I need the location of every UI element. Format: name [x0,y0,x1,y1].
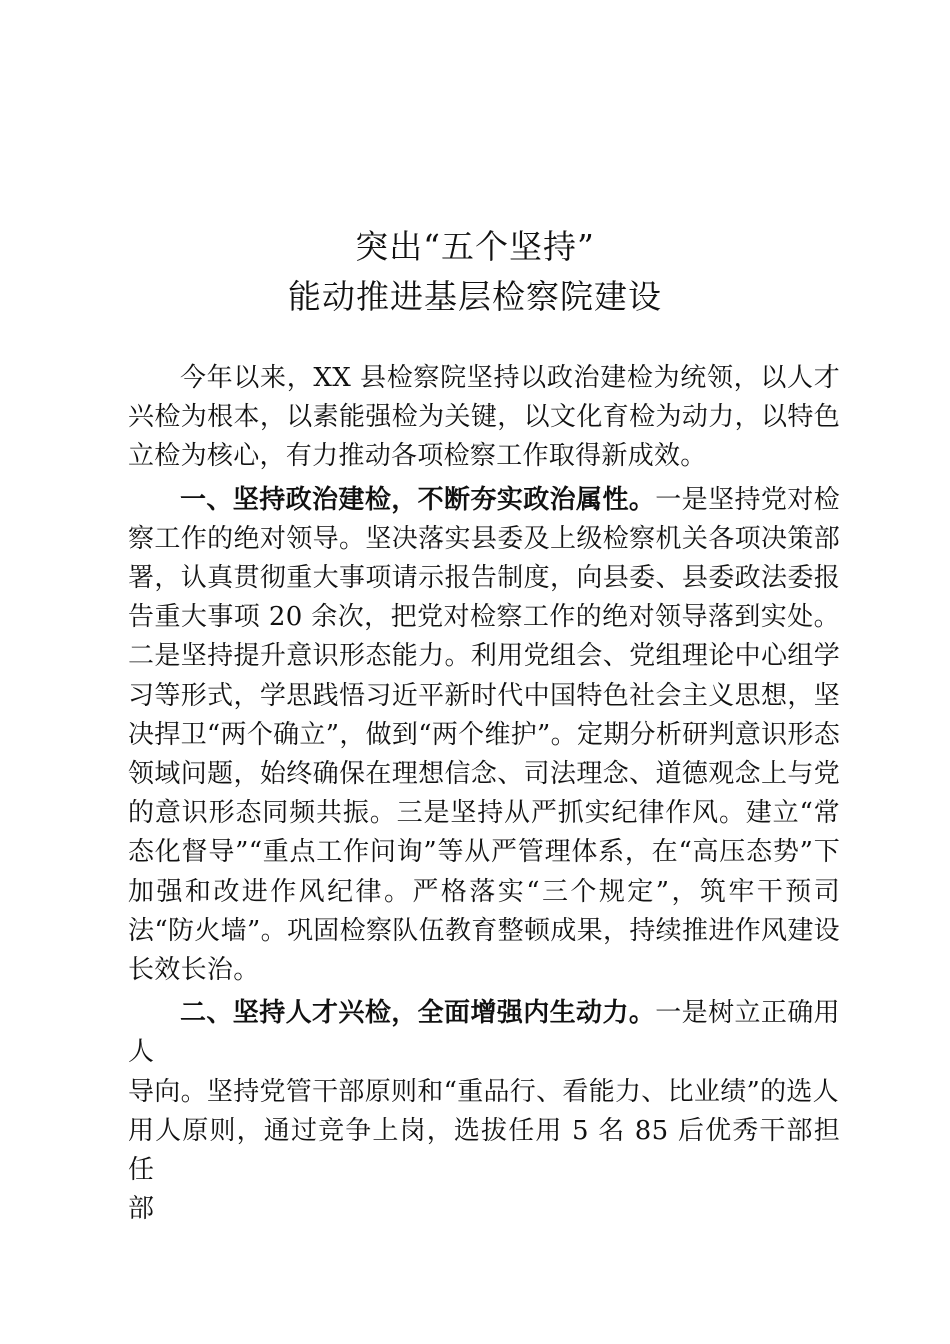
document-body [128,359,840,1229]
section-1-heading: 一、坚持政治建检，不断夯实政治属性。 [180,484,656,515]
intro-paragraph [128,359,840,477]
section-2-heading: 二、坚持人才兴检，全面增强内生动力。 [180,998,656,1029]
section-2-line-4: 部 [128,1194,155,1225]
title-line-2: 能动推进基层检察院建设 [288,277,662,316]
section-2-line-3: 用人原则，通过竞争上岗，选拔任用 5 名 85 后优秀干部担任 [128,1115,840,1186]
section-2-text-first: 一是树立正确用人 [128,998,840,1068]
section-2-paragraph [128,994,840,1229]
title-line-1: 突出“五个坚持” [355,227,595,266]
document-title [0,222,950,322]
section-1-text: 一是坚持党对检察工作的绝对领导。坚决落实县委及上级检察机关各项决策部署，认真贯彻重大事项请示报告制度，向县委、县委政法委报告重大事项 20 余次，把党对检察工作的绝对领导落到实处。二是坚持提升意识形态能力。利用党组会、党组理论中心组学习等形式，学思践悟习近平新时代中国特色社会主义思想，坚决捍卫“两个确立”，做到“两个维护”。定期分析研判意识形态领域问题，始终确保在理想信念、司法理念、道德观念上与党的意识形态同频共振。三是坚持从严抓实纪律作风。建立“常态化督导”“重点工作问询”等从严管理体系，在“高压态势”下加强和改进作风纪律。严格落实“三个规定”，筑牢干预司法“防火墙”。巩固检察队伍教育整顿成果，持续推进作风建设长效长治。 [128,484,840,986]
section-2-line-2: 导向。坚持党管干部原则和“重品行、看能力、比业绩”的选人 [128,1076,839,1107]
section-1-paragraph [128,481,840,991]
intro-text: 今年以来，XX 县检察院坚持以政治建检为统领，以人才兴检为根本，以素能强检为关键，以文化育检为动力，以特色立检为核心，有力推动各项检察工作取得新成效。 [128,363,840,472]
